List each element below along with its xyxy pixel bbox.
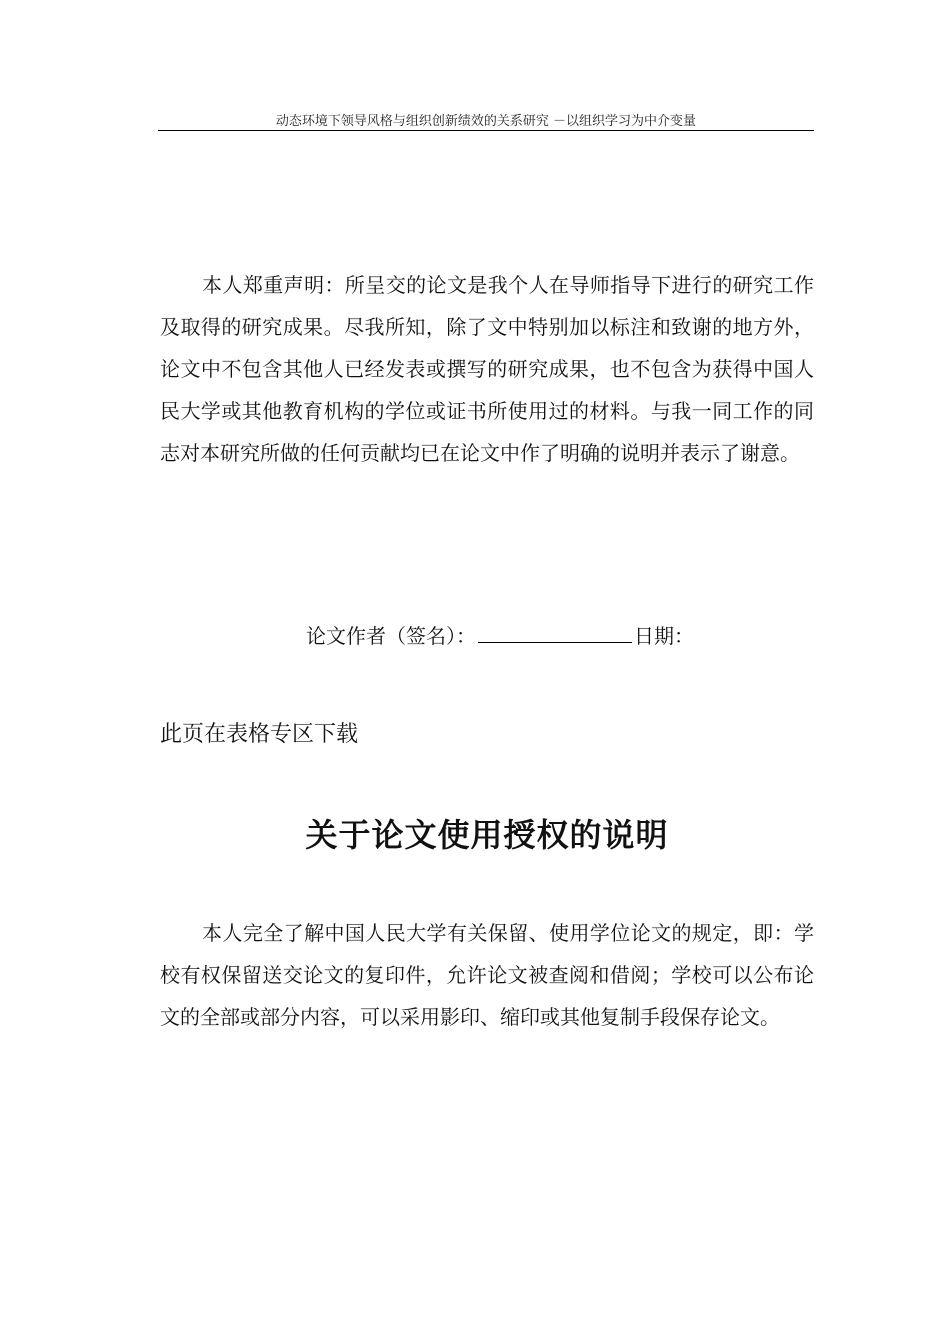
signature-blank [478, 622, 632, 643]
author-signature-label: 论文作者（签名）： [306, 624, 476, 648]
authorization-paragraph: 本人完全了解中国人民大学有关保留、使用学位论文的规定，即：学校有权保留送交论文的复印件，允许论文被查阅和借阅；学校可以公布论文的全部或部分内容，可以采用影印、缩印或其他复制手段保存论文。 [160, 921, 814, 1029]
declaration-paragraph: 本人郑重声明：所呈交的论文是我个人在导师指导下进行的研究工作及取得的研究成果。尽我所知，除了文中特别加以标注和致谢的地方外，论文中不包含其他人已经发表或撰写的研究成果，也不包含为获得中国人民大学或其他教育机构的学位或证书所使用过的材料。与我一同工作的同志对本研究所做的任何贡献均已在论文中作了明确的说明并表示了谢意。 [160, 273, 814, 465]
signature-line [306, 620, 694, 652]
header-rule [158, 130, 814, 131]
running-header: 动态环境下领导风格与组织创新绩效的关系研究 －以组织学习为中介变量 [275, 114, 697, 129]
date-label: 日期： [634, 624, 694, 648]
authorization-title: 关于论文使用授权的说明 [305, 816, 669, 854]
download-note: 此页在表格专区下载 [160, 722, 359, 747]
